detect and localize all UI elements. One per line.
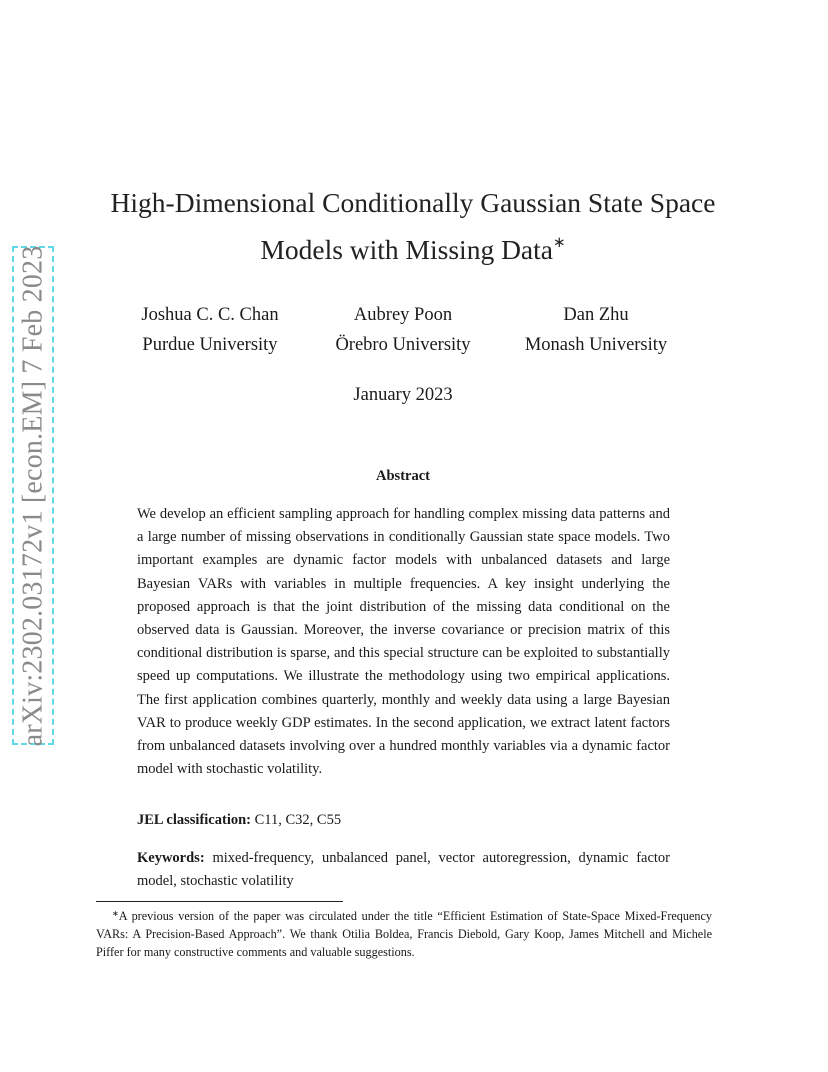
title-line-2 [80, 223, 746, 270]
footnote-text: A previous version of the paper was circulated under the title “Efficient Estimation of State-Space Mixed-Frequency VARs: A Precision-Based Approach”. We thank Otilia Boldea, Francis Diebold, Gary Koop, James Mitchell and Michele Piffer for many constructive comments and valuable suggestions. [96, 909, 712, 959]
title-footnote-mark: ∗ [553, 235, 566, 251]
publication-date: January 2023 [353, 385, 453, 405]
abstract-body: We develop an efficient sampling approach for handling complex missing data patterns and a large number of missing observations in conditionally Gaussian state space models. Two important examples are dynamic factor models with unbalanced datasets and large Bayesian VARs with variables in multiple frequencies. A key insight underlying the proposed approach is that the joint distribution of the missing data conditional on the observed data is Gaussian. Moreover, the inverse covariance or precision matrix of this conditional distribution is sparse, and this special structure can be exploited to substantially speed up computations. We illustrate the methodology using two empirical applications. The first application combines quarterly, monthly and weekly data using a large Bayesian VAR to produce weekly GDP estimates. In the second application, we extract latent factors from unbalanced datasets involving over a hundred monthly variables via a dynamic factor model with stochastic volatility. [137, 506, 670, 778]
author-name: Joshua C. C. Chan [141, 305, 279, 325]
title-line-2-text: Models with Missing Data [260, 234, 553, 265]
footnote [96, 905, 712, 961]
keywords-label: Keywords: [137, 850, 205, 866]
jel-label: JEL classification: [137, 812, 251, 828]
author-name: Aubrey Poon [353, 305, 453, 325]
author-affiliation: Purdue University [142, 335, 278, 355]
author-block-2 [293, 300, 513, 360]
abstract-heading: Abstract [376, 468, 430, 484]
arxiv-identifier-text: arXiv:2302.03172v1 [econ.EM] 7 Feb 2023 [17, 245, 48, 746]
title-line-1: High-Dimensional Conditionally Gaussian State Space [110, 187, 716, 218]
arxiv-identifier-stamp [12, 246, 54, 745]
author-affiliation: Monash University [524, 335, 668, 355]
jel-classification [137, 812, 670, 829]
paper-title [80, 182, 746, 270]
author-affiliation: Örebro University [335, 335, 471, 355]
author-block-1 [100, 300, 320, 360]
jel-value: C11, C32, C55 [254, 812, 342, 828]
footnote-mark: ∗ [112, 909, 119, 918]
author-name: Dan Zhu [563, 305, 629, 325]
keywords [137, 847, 670, 893]
footnote-divider [96, 901, 343, 902]
author-block-3 [486, 300, 706, 360]
keywords-value: mixed-frequency, unbalanced panel, vector autoregression, dynamic factor model, stochastic volatility [137, 850, 671, 889]
